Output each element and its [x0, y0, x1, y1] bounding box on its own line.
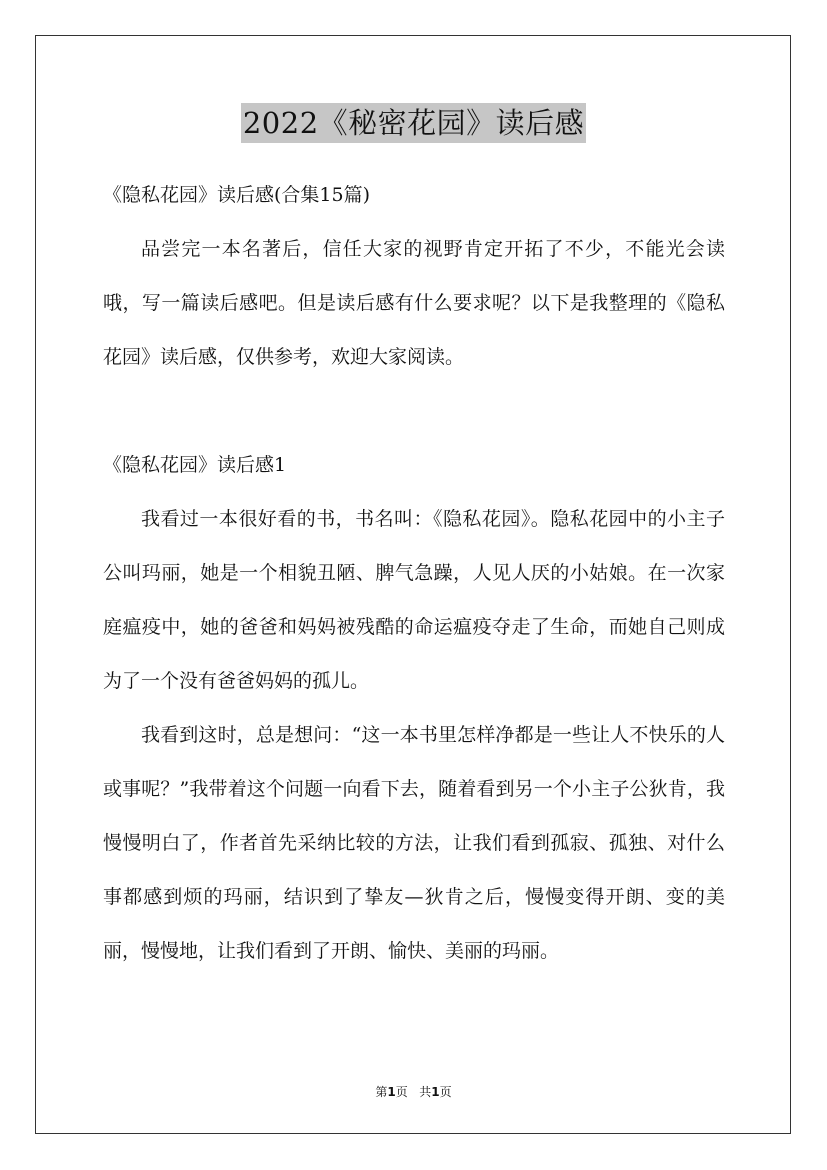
body-paragraph-2: 我看到这时，总是想问：“这一本书里怎样净都是一些让人不快乐的人或事呢？”我带着这个问题一向看下去，随着看到另一个小主子公狄肯，我慢慢明白了，作者首先采纳比较的方法，让我们看到孤寂、孤独、对什么事都感到烦的玛丽，结识到了挚友—狄肯之后，慢慢变得开朗、变的美丽，慢慢地，让我们看到了开朗、愉快、美丽的玛丽。: [103, 724, 725, 962]
page-suffix: 页: [395, 1085, 408, 1099]
document-subtitle: 《隐私花园》读后感(合集15篇): [103, 184, 371, 206]
total-prefix: 共: [419, 1085, 432, 1099]
total-suffix: 页: [439, 1085, 452, 1099]
page-number: 1: [387, 1085, 396, 1099]
section-heading: 《隐私花园》读后感1: [103, 454, 287, 476]
title-container: [0, 103, 827, 143]
page-footer: [0, 1083, 827, 1100]
page-prefix: 第: [375, 1085, 388, 1099]
total-pages: 1: [431, 1085, 440, 1099]
intro-paragraph: 品尝完一本名著后，信任大家的视野肯定开拓了不少，不能光会读哦，写一篇读后感吧。但是读后感有什么要求呢？以下是我整理的《隐私花园》读后感，仅供参考，欢迎大家阅读。: [103, 238, 725, 368]
document-title: 2022《秘密花园》读后感: [241, 103, 586, 143]
body-paragraph-1: 我看过一本很好看的书，书名叫：《隐私花园》。隐私花园中的小主子公叫玛丽，她是一个相貌丑陋、脾气急躁，人见人厌的小姑娘。在一次家庭瘟疫中，她的爸爸和妈妈被残酷的命运瘟疫夺走了生命，而她自己则成为了一个没有爸爸妈妈的孤儿。: [103, 508, 725, 692]
